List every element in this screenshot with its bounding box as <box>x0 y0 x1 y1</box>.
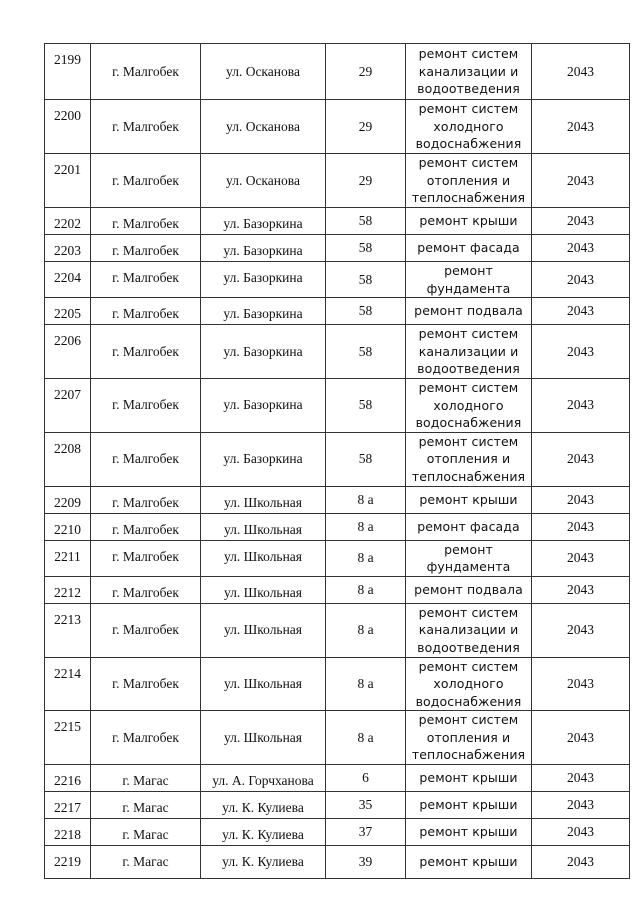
year-cell: 2043 <box>532 711 630 765</box>
city-cell: г. Малгобек <box>91 44 201 100</box>
street-cell: ул. К. Кулиева <box>201 792 326 819</box>
house-number-cell: 8 а <box>326 576 406 603</box>
year-cell: 2043 <box>532 298 630 325</box>
work-type-cell: ремонт крыши <box>406 208 532 235</box>
city-cell: г. Малгобек <box>91 208 201 235</box>
row-number: 2208 <box>45 432 91 486</box>
street-cell: ул. Базоркина <box>201 298 326 325</box>
work-type-cell: ремонт крыши <box>406 486 532 513</box>
street-cell: ул. А. Горчханова <box>201 765 326 792</box>
work-type-cell: ремонт систем отопления и теплоснабжения <box>406 711 532 765</box>
city-cell: г. Магас <box>91 819 201 846</box>
repair-schedule-table <box>44 43 630 879</box>
table-row <box>45 298 630 325</box>
year-cell: 2043 <box>532 154 630 208</box>
table-row <box>45 154 630 208</box>
year-cell: 2043 <box>532 792 630 819</box>
street-cell: ул. Школьная <box>201 576 326 603</box>
house-number-cell: 6 <box>326 765 406 792</box>
house-number-cell: 35 <box>326 792 406 819</box>
table-body <box>45 44 630 879</box>
street-cell: ул. Школьная <box>201 603 326 657</box>
work-type-cell: ремонт систем холодного водоснабжения <box>406 657 532 711</box>
house-number-cell: 58 <box>326 379 406 433</box>
work-type-cell: ремонт крыши <box>406 819 532 846</box>
city-cell: г. Малгобек <box>91 100 201 154</box>
house-number-cell: 8 а <box>326 711 406 765</box>
year-cell: 2043 <box>532 540 630 576</box>
year-cell: 2043 <box>532 235 630 262</box>
street-cell: ул. Базоркина <box>201 325 326 379</box>
row-number: 2200 <box>45 100 91 154</box>
city-cell: г. Магас <box>91 792 201 819</box>
year-cell: 2043 <box>532 657 630 711</box>
table-row <box>45 100 630 154</box>
city-cell: г. Малгобек <box>91 540 201 576</box>
work-type-cell: ремонт подвала <box>406 576 532 603</box>
work-type-cell: ремонт систем канализации и водоотведения <box>406 603 532 657</box>
street-cell: ул. Школьная <box>201 657 326 711</box>
table-row <box>45 792 630 819</box>
row-number: 2217 <box>45 792 91 819</box>
house-number-cell: 29 <box>326 100 406 154</box>
house-number-cell: 8 а <box>326 657 406 711</box>
city-cell: г. Малгобек <box>91 379 201 433</box>
row-number: 2205 <box>45 298 91 325</box>
street-cell: ул. Школьная <box>201 513 326 540</box>
table-row <box>45 711 630 765</box>
table-row <box>45 657 630 711</box>
city-cell: г. Малгобек <box>91 657 201 711</box>
row-number: 2203 <box>45 235 91 262</box>
street-cell: ул. Осканова <box>201 100 326 154</box>
row-number: 2204 <box>45 262 91 298</box>
street-cell: ул. Базоркина <box>201 379 326 433</box>
row-number: 2209 <box>45 486 91 513</box>
row-number: 2219 <box>45 846 91 879</box>
table-row <box>45 235 630 262</box>
table-row <box>45 540 630 576</box>
table-row <box>45 379 630 433</box>
row-number: 2214 <box>45 657 91 711</box>
work-type-cell: ремонт систем холодного водоснабжения <box>406 379 532 433</box>
house-number-cell: 8 а <box>326 513 406 540</box>
city-cell: г. Малгобек <box>91 576 201 603</box>
street-cell: ул. Школьная <box>201 540 326 576</box>
table-row <box>45 432 630 486</box>
row-number: 2202 <box>45 208 91 235</box>
street-cell: ул. Базоркина <box>201 262 326 298</box>
city-cell: г. Малгобек <box>91 513 201 540</box>
year-cell: 2043 <box>532 325 630 379</box>
row-number: 2212 <box>45 576 91 603</box>
work-type-cell: ремонт подвала <box>406 298 532 325</box>
year-cell: 2043 <box>532 44 630 100</box>
table-row <box>45 576 630 603</box>
street-cell: ул. Осканова <box>201 44 326 100</box>
city-cell: г. Малгобек <box>91 486 201 513</box>
year-cell: 2043 <box>532 486 630 513</box>
city-cell: г. Малгобек <box>91 711 201 765</box>
work-type-cell: ремонт систем отопления и теплоснабжения <box>406 432 532 486</box>
city-cell: г. Магас <box>91 765 201 792</box>
table-row <box>45 44 630 100</box>
row-number: 2213 <box>45 603 91 657</box>
table-row <box>45 486 630 513</box>
row-number: 2199 <box>45 44 91 100</box>
street-cell: ул. К. Кулиева <box>201 846 326 879</box>
table-row <box>45 208 630 235</box>
house-number-cell: 29 <box>326 154 406 208</box>
row-number: 2210 <box>45 513 91 540</box>
year-cell: 2043 <box>532 100 630 154</box>
work-type-cell: ремонт фасада <box>406 235 532 262</box>
house-number-cell: 58 <box>326 432 406 486</box>
row-number: 2216 <box>45 765 91 792</box>
city-cell: г. Малгобек <box>91 262 201 298</box>
street-cell: ул. Базоркина <box>201 432 326 486</box>
house-number-cell: 58 <box>326 208 406 235</box>
city-cell: г. Малгобек <box>91 298 201 325</box>
house-number-cell: 8 а <box>326 540 406 576</box>
house-number-cell: 37 <box>326 819 406 846</box>
row-number: 2206 <box>45 325 91 379</box>
table-row <box>45 325 630 379</box>
row-number: 2211 <box>45 540 91 576</box>
house-number-cell: 39 <box>326 846 406 879</box>
year-cell: 2043 <box>532 765 630 792</box>
year-cell: 2043 <box>532 603 630 657</box>
street-cell: ул. Осканова <box>201 154 326 208</box>
year-cell: 2043 <box>532 432 630 486</box>
table-row <box>45 846 630 879</box>
house-number-cell: 29 <box>326 44 406 100</box>
city-cell: г. Малгобек <box>91 603 201 657</box>
house-number-cell: 8 а <box>326 603 406 657</box>
city-cell: г. Магас <box>91 846 201 879</box>
street-cell: ул. Школьная <box>201 711 326 765</box>
street-cell: ул. Базоркина <box>201 235 326 262</box>
work-type-cell: ремонт систем канализации и водоотведения <box>406 325 532 379</box>
work-type-cell: ремонт крыши <box>406 765 532 792</box>
work-type-cell: ремонт систем канализации и водоотведения <box>406 44 532 100</box>
street-cell: ул. Школьная <box>201 486 326 513</box>
work-type-cell: ремонт систем холодного водоснабжения <box>406 100 532 154</box>
house-number-cell: 58 <box>326 325 406 379</box>
table-row <box>45 819 630 846</box>
house-number-cell: 58 <box>326 298 406 325</box>
house-number-cell: 8 а <box>326 486 406 513</box>
work-type-cell: ремонт крыши <box>406 792 532 819</box>
work-type-cell: ремонт фундамента <box>406 540 532 576</box>
house-number-cell: 58 <box>326 262 406 298</box>
street-cell: ул. К. Кулиева <box>201 819 326 846</box>
work-type-cell: ремонт фасада <box>406 513 532 540</box>
city-cell: г. Малгобек <box>91 432 201 486</box>
house-number-cell: 58 <box>326 235 406 262</box>
year-cell: 2043 <box>532 262 630 298</box>
row-number: 2218 <box>45 819 91 846</box>
row-number: 2207 <box>45 379 91 433</box>
city-cell: г. Малгобек <box>91 235 201 262</box>
work-type-cell: ремонт фундамента <box>406 262 532 298</box>
table-row <box>45 765 630 792</box>
table-row <box>45 603 630 657</box>
row-number: 2201 <box>45 154 91 208</box>
year-cell: 2043 <box>532 576 630 603</box>
year-cell: 2043 <box>532 846 630 879</box>
work-type-cell: ремонт систем отопления и теплоснабжения <box>406 154 532 208</box>
year-cell: 2043 <box>532 513 630 540</box>
year-cell: 2043 <box>532 819 630 846</box>
year-cell: 2043 <box>532 208 630 235</box>
year-cell: 2043 <box>532 379 630 433</box>
city-cell: г. Малгобек <box>91 154 201 208</box>
row-number: 2215 <box>45 711 91 765</box>
street-cell: ул. Базоркина <box>201 208 326 235</box>
table-row <box>45 262 630 298</box>
table-row <box>45 513 630 540</box>
work-type-cell: ремонт крыши <box>406 846 532 879</box>
city-cell: г. Малгобек <box>91 325 201 379</box>
